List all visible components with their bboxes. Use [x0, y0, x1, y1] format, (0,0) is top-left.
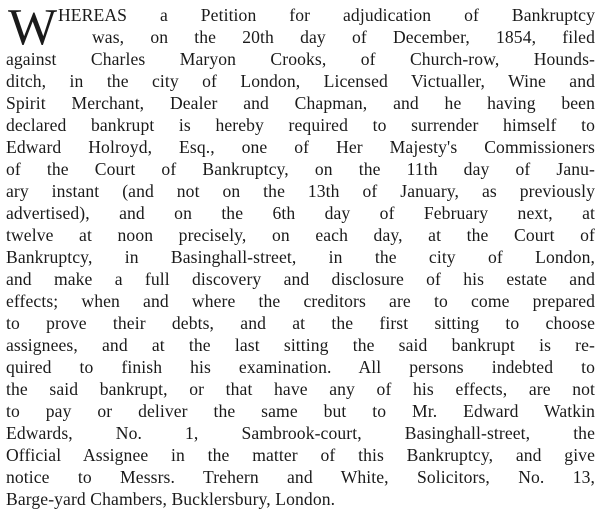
notice-line: notice to Messrs. Trehern and White, Solicitors, No. 13,: [6, 467, 595, 487]
notice-line: Official Assignee in the matter of this Bankruptcy, and give: [6, 445, 595, 465]
notice-line: ary instant (and not on the 13th of January, as previously: [6, 181, 595, 201]
notice-line: ditch, in the city of London, Licensed Victualler, Wine and: [6, 71, 595, 91]
notice-line: and make a full discovery and disclosure of his estate and: [6, 269, 595, 289]
notice-line: Edward Holroyd, Esq., one of Her Majesty's Commissioners: [6, 137, 595, 157]
notice-line: declared bankrupt is hereby required to surrender himself to: [6, 115, 595, 135]
notice-line: against Charles Maryon Crooks, of Church-row, Hounds-: [6, 49, 595, 69]
notice-line: effects; when and where the creditors are to come prepared: [6, 291, 595, 311]
notice-line: advertised), and on the 6th day of February next, at: [6, 203, 595, 223]
notice-line: Spirit Merchant, Dealer and Chapman, and he having been: [6, 93, 595, 113]
notice-line: of the Court of Bankruptcy, on the 11th day of Janu-: [6, 159, 595, 179]
notice-line: Bankruptcy, in Basinghall-street, in the city of London,: [6, 247, 595, 267]
notice-line: was, on the 20th day of December, 1854, filed: [92, 27, 595, 47]
notice-line: Edwards, No. 1, Sambrook-court, Basinghall-street, the: [6, 423, 595, 443]
notice-line: to prove their debts, and at the first sitting to choose: [6, 313, 595, 333]
bankruptcy-notice: [6, 0, 595, 526]
notice-line: to pay or deliver the same but to Mr. Edward Watkin: [6, 401, 595, 421]
notice-line: quired to finish his examination. All persons indebted to: [6, 357, 595, 377]
notice-line-last: Barge-yard Chambers, Bucklersbury, London.: [6, 489, 336, 509]
notice-line: assignees, and at the last sitting the said bankrupt is re-: [6, 335, 595, 355]
drop-cap: W: [8, 0, 58, 56]
notice-line: HEREAS a Petition for adjudication of Bankruptcy: [58, 5, 595, 25]
notice-line: twelve at noon precisely, on each day, at the Court of: [6, 225, 595, 245]
notice-line: the said bankrupt, or that have any of his effects, are not: [6, 379, 595, 399]
